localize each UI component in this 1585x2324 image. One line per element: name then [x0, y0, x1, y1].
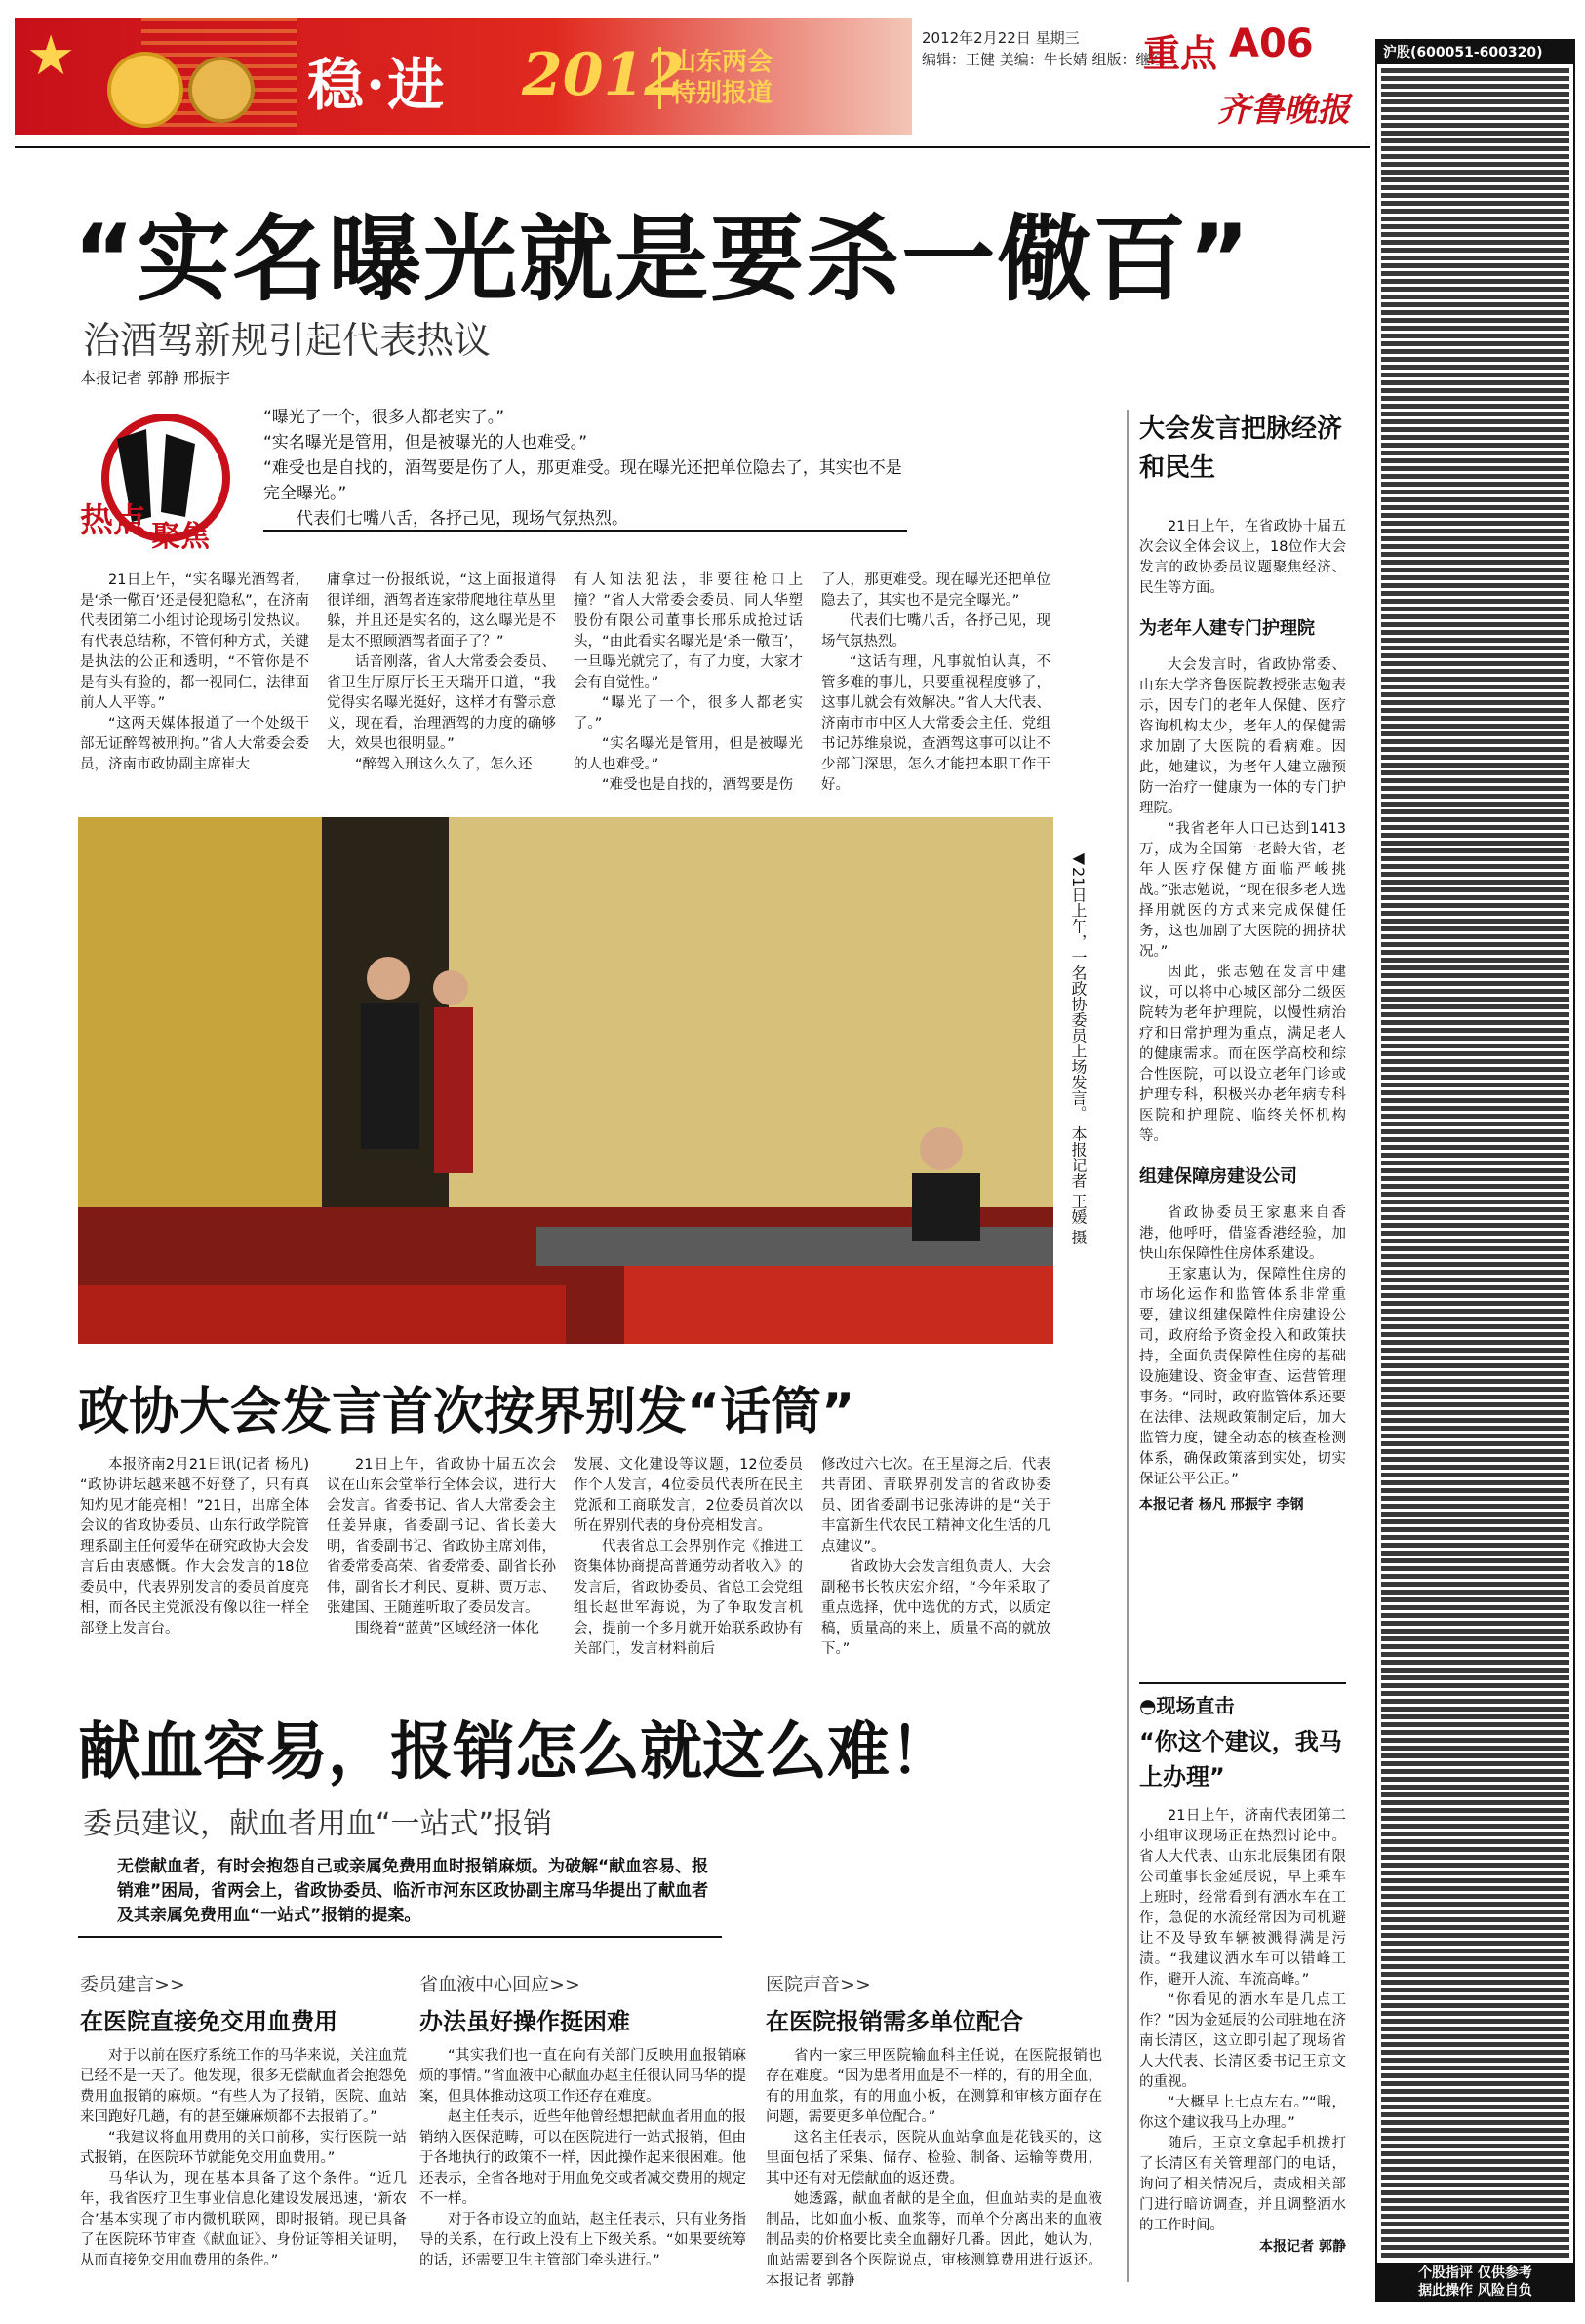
section-name: 重点 [1143, 32, 1218, 75]
paragraph: 代表省总工会界别作完《推进工资集体协商提高普通劳动者收入》的发言后，省政协委员、省总工会党组组长赵世军海说，为了争取发言机会，提前一个多月就开始联系政协有关部门，发言材料前后 [574, 1539, 803, 1657]
sidebar-divider [1127, 410, 1129, 2282]
pullquote-line: 代表们七嘴八舌，各抒己见，现场气氛热烈。 [297, 509, 628, 529]
article1-headline: “实名曝光就是要杀一儆百” [73, 205, 1252, 314]
article1-column-4 [821, 571, 1050, 796]
article1-column-1 [80, 571, 309, 775]
paragraph: “实名曝光是管用，但是被曝光的人也难受。” [574, 736, 803, 772]
paragraph: “曝光了一个，很多人都老实了。” [574, 695, 803, 731]
sidebar-box-label-text: 现场直击 [1156, 1694, 1235, 1717]
paragraph: “大概早上七点左右。”“哦，你这个建议我马上办理。” [1139, 2095, 1346, 2131]
paragraph: 了人，那更难受。现在曝光还把单位隐去了，其实也不是完全曝光。” [821, 572, 1050, 609]
article1-pullquote [263, 405, 907, 532]
bulb-icon: ◓ [1139, 1694, 1157, 1717]
paragraph: 21日上午，省政协十届五次会议在山东会堂举行全体会议，进行大会发言。省委书记、省人大常委会主任姜异康，省委副书记、省长姜大明，省委副书记、省政协主席刘伟，省委常委高荣、省委常委、副省长孙伟，副省长才利民、夏耕、贾万志、张建国、王随莲听取了委员发言。 [327, 1457, 556, 1616]
paragraph: 发展、文化建设等议题，12位委员作个人发言，4位委员代表所在民主党派和工商联发言，2位委员首次以所在界别代表的身份亮相发言。 [574, 1457, 803, 1534]
pullquote-line: “难受也是自找的，酒驾要是伤了人，那更难受。现在曝光还把单位隐去了，其实也不是完全曝光。” [263, 458, 902, 503]
sidebar-title: 大会发言把脉经济和民生 [1139, 414, 1343, 483]
article2-column-1 [80, 1455, 309, 1639]
star-icon: ★ [26, 24, 76, 88]
paragraph: 大会发言时，省政协常委、山东大学齐鲁医院教授张志勉表示，因专门的老年人保健、医疗咨询机构太少，老年人的保健需求加剧了大医院的看病难。因此，她建议，为老年人建立融预防一治疗一健康为一体的专门护理院。 [1139, 657, 1346, 816]
article3-subheadline: 委员建议，献血者用血“一站式”报销 [83, 1807, 553, 1841]
sidebar-box [1139, 1682, 1346, 2256]
sidebar-subheading-1: 为老年人建专门护理院 [1139, 618, 1315, 639]
paragraph: 21日上午，在省政协十届五次会议全体会议上，18位作大会发言的政协委员议题聚焦经济、民生等方面。 [1139, 519, 1346, 596]
paragraph: “你看见的洒水车是几点工作？”因为金延辰的公司驻地在济南长清区，这立即引起了现场省人大代表、长清区委书记王京文的重视。 [1139, 1992, 1346, 2090]
paragraph: 修改过六七次。在王星海之后，代表共青团、青联界别发言的省政协委员、团省委副书记张涛讲的是“关于丰富新生代农民工精神文化生活的几点建议”。 [821, 1457, 1050, 1555]
paragraph: 她透露，献血者献的是全血，但血站卖的是血液制品，比如血小板、血浆等，而单个分离出来的血液制品卖的价格要比卖全血翻好几番。因此，她认为，血站需要到各个医院说点，审核测算费用进行返还。 本报记者 郭静 [766, 2191, 1102, 2289]
section-heading: 在医院直接免交用血费用 [80, 2008, 337, 2035]
stock-disclaimer-line2: 据此操作 风险自负 [1418, 2283, 1532, 2299]
paragraph: 省政协委员王家惠来自香港，他呼吁，借鉴香港经验，加快山东保障性住房体系建设。 [1139, 1205, 1346, 1262]
paragraph: 省内一家三甲医院输血科主任说，在医院报销也存在难度。“因为患者用血是不一样的，有的用全血，有的用血浆，有的用血小板，在测算和审核方面存在问题，需要更多单位配合。” [766, 2048, 1102, 2125]
photo-caption: ◀21日上午，一名政协委员上场发言。 本报记者 王媛 摄 [1069, 848, 1088, 1245]
sidebar-box-title: “你这个建议，我马上办理” [1139, 1728, 1342, 1791]
national-emblem-icon [107, 52, 183, 128]
stock-listing-column [1375, 39, 1575, 2302]
dateline: 2012年2月22日 星期三 [922, 29, 1080, 47]
paragraph: “难受也是自找的，酒驾要是伤 [602, 777, 794, 793]
article3-section-1 [80, 1970, 407, 2271]
stock-table [1381, 68, 1569, 2261]
banner-subtitle: 山东两会 特别报道 [658, 47, 798, 109]
article1-subheadline: 治酒驾新规引起代表热议 [83, 319, 492, 362]
paragraph: “其实我们也一直在向有关部门反映用血报销麻烦的事情。”省血液中心献血办赵主任很认同马华的提案，但具体推动这项工作还存在难度。 [419, 2048, 746, 2105]
paragraph: 代表们七嘴八舌，各抒己见，现场气氛热烈。 [821, 613, 1050, 650]
sidebar-text-2 [1139, 1203, 1346, 1490]
section-label: 省血液中心回应>> [419, 1974, 580, 1995]
sidebar-box-byline: 本报记者 郭静 [1259, 2239, 1346, 2255]
pullquote-line: “曝光了一个，很多人都老实了。” [263, 408, 505, 427]
section-heading: 办法虽好操作挺困难 [419, 2008, 630, 2035]
sidebar-box-text [1139, 1806, 1346, 2236]
article2-column-3 [574, 1455, 803, 1660]
paragraph: 因此，张志勉在发言中建议，可以将中心城区部分二级医院转为老年护理院，以慢性病治疗和日常护理为重点，满足老人的健康需求。而在医学高校和综合性医院，可以设立老年门诊或护理专科，积极兴办老年病专科医院和护理院、临终关怀机构等。 [1139, 965, 1346, 1144]
paragraph: 有人知法犯法，非要往枪口上撞？”省人大常委会委员、同人华塑股份有限公司董事长邢乐成抢过话头，“由此看实名曝光是‘杀一儆百’，一旦曝光就完了，有了力度，大家才会有自觉性。” [574, 572, 803, 690]
logo-text-hot: 热点 [80, 501, 146, 540]
section-body [419, 2046, 746, 2271]
sidebar-box-label [1139, 1690, 1346, 1718]
paragraph: 对于各市设立的血站，赵主任表示，只有业务指导的关系，在行政上没有上下级关系。“如果要统筹的话，还需要卫生主管部门牵头进行。” [419, 2212, 746, 2268]
paragraph: 王家惠认为，保障性住房的市场化运作和监管体系非常重要，建议组建保障性住房建设公司，政府给予资金投入和政策扶持，全面负责保障性住房的基础设施建设、资金审查、运营管理事务。“同时，政府监管体系还要在法律、法规政策制定后，加大监管力度，键全动态的核查检测体系，确保政策落到实处，切实保证公平公正。” [1139, 1267, 1346, 1487]
section-body [80, 2046, 407, 2271]
section-heading: 在医院报销需多单位配合 [766, 2008, 1023, 2035]
paragraph: 对于以前在医疗系统工作的马华来说，关注血荒已经不是一天了。他发现，很多无偿献血者会抱怨免费用血报销的麻烦。“有些人为了报销，医院、血站来回跑好几趟，有的甚至嫌麻烦都不去报销了。” [80, 2048, 407, 2125]
section-body [766, 2046, 1102, 2292]
paragraph: 这名主任表示，医院从血站拿血是花钱买的，这里面包括了采集、储存、检验、制备、运输等费用，其中还有对无偿献血的返还费。 [766, 2130, 1102, 2186]
paragraph: 本报济南2月21日讯(记者 杨凡) “政协讲坛越来越不好登了，只有真知灼见才能亮相！”21日，出席全体会议的省政协委员、山东行政学院管理系副主任何爱华在研究政协大会发言后由衷感慨。作大会发言的18位委员中，代表界别发言的委员首度亮相，而各民主党派没有像以往一样全部登上发言台。 [80, 1457, 309, 1636]
article2-column-2 [327, 1455, 556, 1639]
news-photo [78, 817, 1053, 1344]
article1-byline: 本报记者 郭静 邢振宇 [80, 369, 231, 387]
article3-section-3 [766, 1970, 1102, 2292]
paragraph: 省政协大会发言组负责人、大会副秘书长牧庆宏介绍，“今年采取了重点选择，优中选优的方式，以质定稿，质量高的来上，质量不高的就放下。” [821, 1559, 1050, 1657]
paragraph: 21日上午，“实名曝光酒驾者，是‘杀一儆百’还是侵犯隐私”，在济南代表团第二小组讨论现场引发热议。有代表总结称，不管何种方式，关键是执法的公正和透明，“不管你是不是有头有脸的，都一视同仁，法律面前人人平等。” [80, 572, 309, 711]
article1-column-3 [574, 571, 803, 796]
sidebar-intro [1139, 517, 1346, 599]
section-label: 委员建言>> [80, 1974, 185, 1995]
cppcc-emblem-icon [188, 57, 255, 123]
paragraph: 21日上午，济南代表团第二小组审议现场正在热烈讨论中。省人大代表、山东北辰集团有限公司董事长金延辰说，早上乘车上班时，经常看到有洒水车在工作，急促的水流经常因为司机避让不及导致车辆被溅得满是污渍。“我建议洒水车可以错峰工作，避开人流、车流高峰。” [1139, 1808, 1346, 1988]
paragraph: “我建议将血用费用的关口前移，实行医院一站式报销，在医院环节就能免交用血费用。” [80, 2130, 407, 2166]
article1-column-2 [327, 571, 556, 775]
paragraph: “我省老年人口已达到1413万，成为全国第一老龄大省，老年人医疗保健方面临严峻挑战。”张志勉说，“现在很多老人选择用就医的方式来完成保健任务，这也加剧了大医院的拥挤状况。” [1139, 821, 1346, 960]
paragraph: “醉驾入刑这么久了，怎么还 [355, 757, 533, 772]
sidebar-byline: 本报记者 杨凡 邢振宇 李钢 [1139, 1497, 1304, 1513]
header-divider [15, 146, 1370, 148]
stock-header: 沪股(600051-600320) [1377, 41, 1573, 64]
article2-headline: 政协大会发言首次按界别发“话筒” [78, 1383, 855, 1441]
paragraph: 围绕着“蓝黄”区域经济一体化 [355, 1621, 540, 1636]
paragraph: “这话有理，凡事就怕认真，不管多难的事儿，只要重视程度够了，这事儿就会有效解决。”省人大代表、济南市市中区人大常委会主任、党组书记苏维泉说，查酒驾这事可以让不少部门深思，怎么才能把本职工作干好。 [821, 654, 1050, 793]
stock-disclaimer [1377, 2263, 1573, 2300]
paragraph: 马华认为，现在基本具备了这个条件。“近几年，我省医疗卫生事业信息化建设发展迅速，‘新农合’基本实现了市内微机联网，即时报销。现已具备了在医院环节审查《献血证》、身份证等相关证明，从而直接免交用血费用的条件。” [80, 2171, 407, 2268]
pullquote-line: “实名曝光是管用，但是被曝光的人也难受。” [263, 433, 588, 453]
paragraph: 庸拿过一份报纸说，“这上面报道得很详细，酒驾者连家带爬地往草丛里躲，并且还是实名的，这么曝光是不是太不照顾酒驾者面子了？” [327, 572, 556, 650]
newspaper-logo: 齐鲁晚报 [1217, 91, 1350, 130]
logo-text-focus: 聚焦 [151, 520, 210, 554]
article3-lead: 无偿献血者，有时会抱怨自己或亲属免费用血时报销麻烦。为破解“献血容易、报销难”困局，省两会上，省政协委员、临沂市河东区政协副主席马华提出了献血者及其亲属免费用血“一站式”报销的提案。 [117, 1857, 709, 1925]
banner-title: 稳·进 [307, 52, 447, 118]
article3-lead-divider [78, 1936, 722, 1938]
section-label: 医院声音>> [766, 1974, 871, 1995]
article2-column-4 [821, 1455, 1050, 1660]
editor-credits: 编辑：王健 美编：牛长婧 组版：继红 [922, 51, 1166, 68]
article3-section-2 [419, 1970, 746, 2271]
sidebar-article [1139, 410, 1346, 1514]
article3-headline: 献血容易，报销怎么就这么难！ [78, 1716, 952, 1789]
paragraph: 话音刚落，省人大常委会委员、省卫生厅原厅长王天瑞开口道，“我觉得实名曝光挺好，这样才有警示意义，现在看，治理酒驾的力度的确够大，效果也很明显。” [327, 654, 556, 752]
sidebar-subheading-2: 组建保障房建设公司 [1139, 1166, 1297, 1187]
hot-focus-logo [78, 410, 244, 556]
sidebar-text-1 [1139, 655, 1346, 1147]
banner-year: 2012 [522, 41, 685, 109]
paragraph: 随后，王京文拿起手机拨打了长清区有关管理部门的电话，询问了相关情况后，责成相关部门进行暗访调查，并且调整洒水的工作时间。 [1139, 2136, 1346, 2233]
paragraph: 赵主任表示，近些年他曾经想把献血者用血的报销纳入医保范畴，可以在医院进行一站式报销，但由于各地执行的政策不一样，因此操作起来很困难。他还表示，全省各地对于用血免交或者减交费用的规定不一样。 [419, 2109, 746, 2207]
pullquote-divider [263, 530, 907, 532]
page-number: A06 [1229, 21, 1314, 66]
stock-disclaimer-line1: 个股指评 仅供参考 [1418, 2265, 1532, 2281]
paragraph: “这两天媒体报道了一个处级干部无证醉驾被刑拘。”省人大常委会委员，济南市政协副主席崔大 [80, 716, 309, 772]
masthead-banner [15, 18, 912, 135]
